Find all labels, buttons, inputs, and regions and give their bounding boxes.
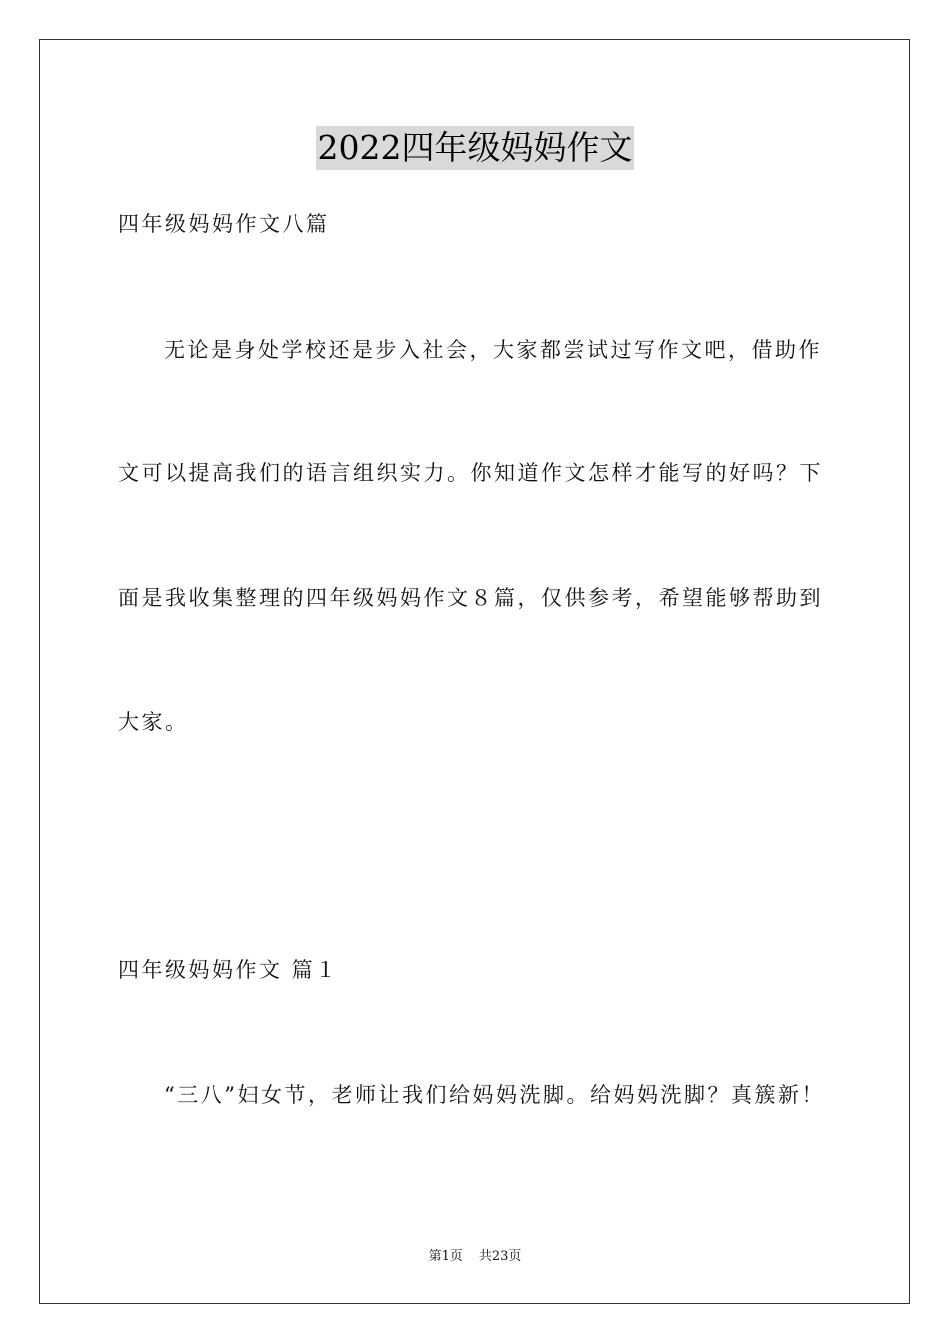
section-heading: 四年级妈妈作文 篇１: [118, 958, 339, 982]
intro-line-1: 无论是身处学校还是步入社会，大家都尝试过写作文吧，借助作: [164, 338, 822, 362]
intro-line-4: 大家。: [118, 710, 189, 734]
page-total: 共23页: [478, 1249, 522, 1264]
title-container: [0, 126, 950, 170]
page-number: 第1页: [428, 1249, 463, 1264]
intro-line-2: 文可以提高我们的语言组织实力。你知道作文怎样才能写的好吗？下: [118, 461, 823, 485]
document-title: 2022四年级妈妈作文: [316, 126, 635, 170]
document-subtitle: 四年级妈妈作文八篇: [118, 212, 330, 236]
page-footer: [0, 1248, 950, 1266]
intro-line-3: 面是我收集整理的四年级妈妈作文８篇，仅供参考，希望能够帮助到: [118, 586, 823, 610]
section-first-line: “三八”妇女节，老师让我们给妈妈洗脚。给妈妈洗脚？真簇新！: [164, 1083, 825, 1107]
